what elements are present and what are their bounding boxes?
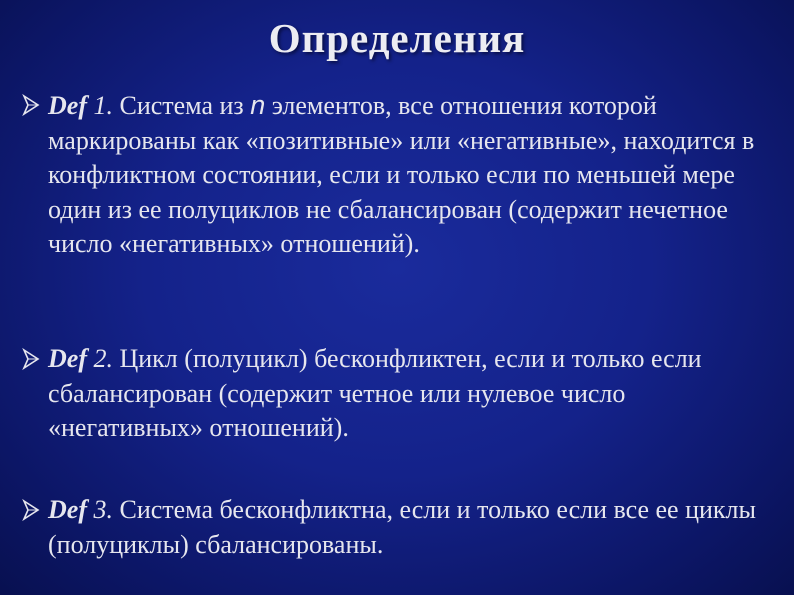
definition-text: Система из	[112, 91, 251, 120]
definition-text: Цикл (полуцикл) бесконфликтен, если и только если сбалансирован (содержит четное или нулевое число «негативных» отношений).	[48, 344, 702, 442]
definition-number: 2.	[93, 344, 113, 373]
definition-text-continued: элементов, все отношения которой маркированы как «позитивные» или «негативные», находится в конфликтном состоянии, если и только если по меньшей мере один из ее полуциклов не сбалансирован (содержит нечетное число «негативных» отношений).	[48, 91, 755, 258]
definition-number: 1.	[93, 91, 113, 120]
arrowhead-bullet-icon	[22, 495, 40, 525]
definition-3	[48, 493, 778, 562]
variable-n: n	[250, 90, 266, 120]
slide-title: Определения	[268, 15, 526, 61]
arrowhead-bullet-icon	[22, 90, 40, 120]
definition-2	[48, 342, 778, 446]
arrowhead-bullet-icon	[22, 344, 40, 374]
definition-number: 3.	[93, 495, 113, 524]
definition-text: Система бесконфликтна, если и только если все ее циклы (полуциклы) сбалансированы.	[48, 495, 757, 559]
definition-label: Def	[48, 91, 87, 120]
definition-1	[48, 88, 778, 262]
definition-label: Def	[48, 495, 87, 524]
definition-label: Def	[48, 344, 87, 373]
